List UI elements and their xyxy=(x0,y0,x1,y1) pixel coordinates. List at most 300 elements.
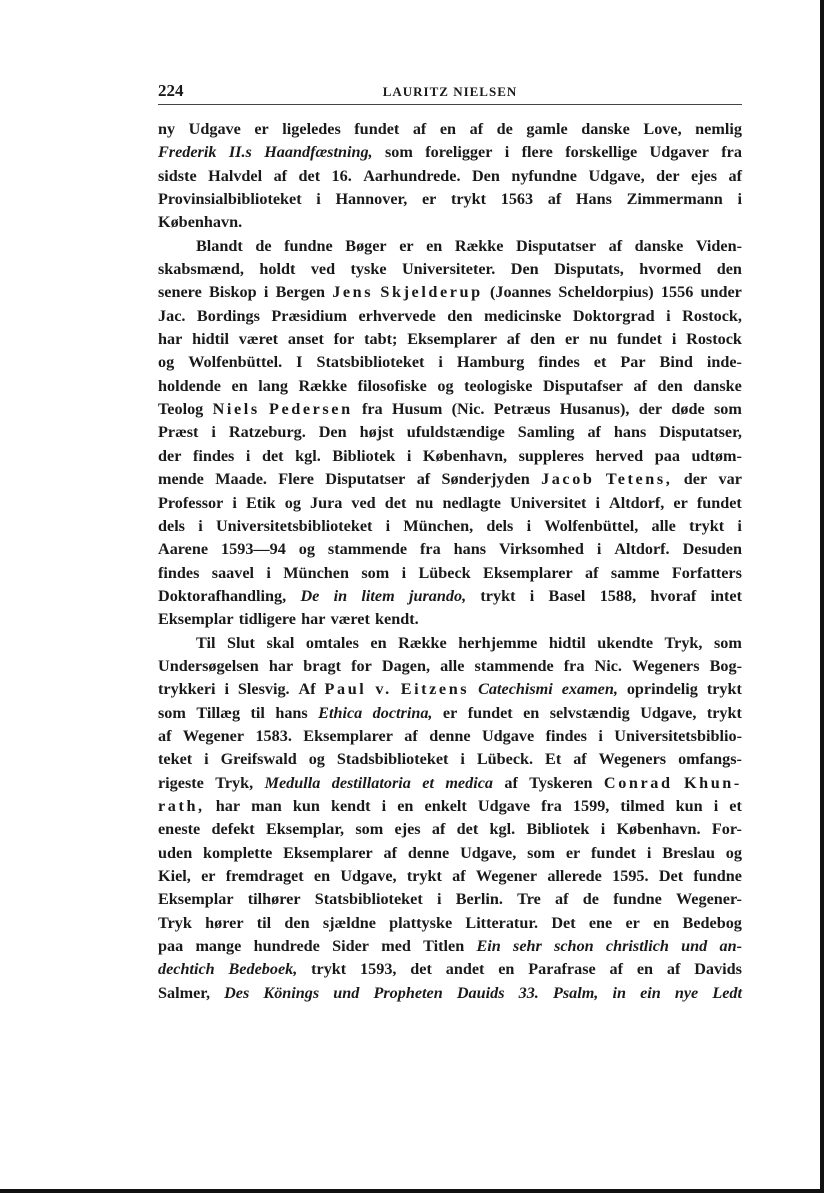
word: Række xyxy=(398,633,447,652)
word: Par xyxy=(620,353,646,372)
word: Wolfenbüttel. xyxy=(188,353,283,372)
word: Eksemplar xyxy=(158,610,234,629)
word: Slesvig. xyxy=(237,680,290,699)
word: af xyxy=(416,470,431,489)
word: af xyxy=(555,890,569,909)
word: af xyxy=(728,166,742,185)
word: som xyxy=(355,820,384,839)
word: i xyxy=(438,353,443,372)
word: hundrede xyxy=(253,937,320,956)
word: skabsmænd, xyxy=(158,260,244,279)
text-line xyxy=(158,702,742,725)
word: i xyxy=(385,516,391,535)
word: Eksemplar, xyxy=(265,820,345,839)
word: Eksemplar xyxy=(158,890,234,909)
text-line xyxy=(158,632,742,655)
word: fundet xyxy=(617,330,662,349)
word: Af xyxy=(298,680,316,699)
word: af xyxy=(666,960,681,979)
running-head: LAURITZ NIELSEN xyxy=(382,84,518,99)
word: Doktorafhandling, xyxy=(158,586,287,605)
word: alle xyxy=(440,656,465,675)
text-line xyxy=(158,492,742,515)
text-line xyxy=(158,562,742,585)
word: sjældne xyxy=(322,913,376,932)
word: herved xyxy=(595,446,644,465)
word: omfangs- xyxy=(678,750,742,769)
word: doctrina, xyxy=(372,703,433,722)
word: en xyxy=(498,960,515,979)
word: der xyxy=(656,166,680,185)
word: der xyxy=(638,400,663,419)
word: af xyxy=(452,867,466,885)
word: ukendte xyxy=(597,633,654,652)
word: hidtil xyxy=(192,330,229,349)
word: fundet xyxy=(591,843,637,862)
word: Jura xyxy=(309,493,343,512)
word: Stadsbiblioteket xyxy=(336,750,449,769)
text-line xyxy=(158,188,742,211)
word: har xyxy=(301,610,326,629)
word: en xyxy=(397,796,414,815)
word: til xyxy=(256,913,272,932)
word: Psalm, xyxy=(552,983,599,1002)
word: i xyxy=(600,820,606,839)
word: Litteratur. xyxy=(465,913,539,932)
word: kendt xyxy=(330,796,371,815)
word: Præst xyxy=(158,423,199,442)
text-line xyxy=(158,235,742,258)
word: Viden- xyxy=(695,236,742,255)
word: Den xyxy=(318,423,347,442)
word: Davids xyxy=(694,960,742,979)
word: trykt xyxy=(406,867,442,885)
word: Statsbiblioteket xyxy=(314,890,423,909)
word: af xyxy=(585,563,599,582)
word: Sønderjyden xyxy=(441,470,530,489)
word: Bibliotek xyxy=(332,446,396,465)
word: Aarhundrede. xyxy=(363,166,461,185)
word: fra xyxy=(420,540,441,559)
word: Husum xyxy=(391,400,443,419)
word: Tetens, xyxy=(605,470,673,489)
word: jurando, xyxy=(408,586,467,605)
word: christlich xyxy=(605,937,669,956)
word: er xyxy=(254,120,269,138)
word: Haandfæstning, xyxy=(264,143,373,162)
word: af xyxy=(547,190,562,209)
word: Dauids xyxy=(456,983,505,1002)
word: Undersøgelsen xyxy=(158,656,259,675)
word: i xyxy=(204,750,209,769)
word: an- xyxy=(719,937,742,956)
word: som xyxy=(714,633,742,652)
word: Til xyxy=(196,633,216,652)
word: kendt. xyxy=(375,610,419,629)
word: Tyskeren xyxy=(529,773,593,792)
word: hvormed xyxy=(639,260,702,279)
word: ny xyxy=(158,120,176,138)
word: teologiske xyxy=(464,376,533,395)
word: Udgaver xyxy=(649,143,709,162)
word: nemlig xyxy=(695,120,742,138)
word: lang xyxy=(258,376,288,395)
word: Hannover, xyxy=(335,190,408,209)
word: Jens xyxy=(332,283,374,302)
word: er xyxy=(442,703,458,722)
word: Tryk, xyxy=(664,633,703,652)
word: defekt xyxy=(211,820,255,839)
word: Greifswald xyxy=(220,750,297,769)
text-line xyxy=(158,725,742,748)
word: holdende xyxy=(158,376,221,395)
word: den xyxy=(529,330,556,349)
word: Dagen, xyxy=(381,656,431,675)
word: senere xyxy=(158,283,202,302)
word: tyske xyxy=(350,260,387,279)
word: 1593, xyxy=(360,960,397,979)
text-line xyxy=(158,468,742,491)
word: trykt xyxy=(706,680,742,699)
word: døde xyxy=(671,400,705,419)
word: i xyxy=(436,890,442,909)
word: den xyxy=(447,306,473,325)
word: De xyxy=(300,586,320,605)
word: som xyxy=(713,400,742,419)
word: Slut xyxy=(227,633,255,652)
word: inde- xyxy=(706,353,742,372)
word: nedlagte xyxy=(442,493,501,512)
word: denne xyxy=(407,843,450,862)
word: med xyxy=(381,937,411,956)
word: har xyxy=(268,656,294,675)
word: har xyxy=(158,330,183,349)
word: var xyxy=(718,470,742,489)
word: foreligger xyxy=(425,143,493,162)
word: et xyxy=(593,353,607,372)
word: destillatoria xyxy=(331,773,411,792)
word: sehr xyxy=(513,937,542,956)
word: af xyxy=(412,120,427,138)
word: ejes xyxy=(690,166,718,185)
word: danske xyxy=(634,236,684,255)
word: fundne xyxy=(284,236,333,255)
word: er xyxy=(625,913,640,932)
word: trykt xyxy=(689,516,725,535)
word: hans xyxy=(275,703,308,722)
word: Rostock xyxy=(686,330,742,349)
word: en xyxy=(653,913,670,932)
word: Salmer, xyxy=(158,983,211,1002)
word: Tryk xyxy=(158,913,192,932)
word: i xyxy=(406,446,412,465)
word: Wegener- xyxy=(676,890,742,909)
word: teket xyxy=(158,750,193,769)
word: hvoraf xyxy=(650,586,697,605)
word: trykt xyxy=(480,586,516,605)
word: Lübeck xyxy=(418,563,471,582)
word: Etik xyxy=(245,493,276,512)
word: v. xyxy=(375,680,392,699)
word: Forfatters xyxy=(671,563,742,582)
word: suppleres xyxy=(518,446,584,465)
word: Ein xyxy=(476,937,501,956)
word: i xyxy=(598,726,603,745)
word: oprindelig xyxy=(626,680,698,699)
word: dels xyxy=(486,516,514,535)
word: i xyxy=(737,190,742,209)
text-line xyxy=(158,772,742,795)
word: af xyxy=(158,726,172,745)
word: ein xyxy=(640,983,661,1002)
word: kgl. xyxy=(489,820,516,839)
word: flere xyxy=(521,143,553,162)
word: Medulla xyxy=(264,773,321,792)
word: Den xyxy=(510,260,539,279)
text-line xyxy=(158,515,742,538)
word: Biskop xyxy=(208,283,257,302)
word: dels xyxy=(158,516,185,535)
word: af xyxy=(608,236,623,255)
text-line xyxy=(158,445,742,468)
word: trykt xyxy=(311,960,347,979)
word: paa xyxy=(654,446,680,465)
word: det xyxy=(456,820,479,839)
word: Eksemplarer xyxy=(407,330,497,349)
word: i xyxy=(381,796,387,815)
text-line xyxy=(158,678,742,701)
text-line xyxy=(158,258,742,281)
word: nu xyxy=(589,330,608,349)
word: og xyxy=(437,376,454,395)
text-line xyxy=(158,912,742,935)
word: af xyxy=(469,120,484,138)
word: Flere xyxy=(278,470,314,489)
word: det xyxy=(261,446,284,465)
word: kun xyxy=(292,796,320,815)
word: en xyxy=(636,960,654,979)
text-line xyxy=(158,608,742,631)
word: Niels xyxy=(212,400,260,419)
page-edge-right xyxy=(820,0,824,1193)
word: et xyxy=(729,796,742,815)
word: for xyxy=(333,330,355,349)
word: München, xyxy=(403,516,474,535)
word: medicinske xyxy=(483,306,562,325)
word: Titlen xyxy=(423,937,465,956)
word: Disputatser, xyxy=(659,423,742,442)
word: anset xyxy=(287,330,324,349)
word: selvstændig xyxy=(549,703,630,722)
word: findes xyxy=(158,563,200,582)
text-line xyxy=(158,328,742,351)
word: den xyxy=(657,376,683,395)
word: kun xyxy=(675,796,703,815)
word: Sider xyxy=(332,937,369,956)
word: gamle xyxy=(526,120,568,138)
word: Professor xyxy=(158,493,224,512)
word: været xyxy=(238,330,279,349)
word: herhjemme xyxy=(458,633,538,652)
word: enkelt xyxy=(424,796,467,815)
word: Samling xyxy=(517,423,575,442)
word: omtales xyxy=(305,633,359,652)
word: ejes xyxy=(394,820,421,839)
text-line xyxy=(158,141,742,164)
word: fundet xyxy=(354,120,400,138)
word: Wegener xyxy=(475,867,538,885)
word: i xyxy=(316,190,321,209)
text-line xyxy=(158,865,742,888)
word: i xyxy=(211,423,216,442)
word: i xyxy=(671,330,677,349)
page-header xyxy=(158,80,742,105)
word: Eksemplarer xyxy=(303,726,393,745)
word: nu xyxy=(415,493,434,512)
word: fra xyxy=(721,143,742,162)
word: af xyxy=(404,726,418,745)
word: af xyxy=(431,820,446,839)
word: et xyxy=(422,773,434,792)
word: København, xyxy=(422,446,508,465)
text-line xyxy=(158,888,742,911)
word: Ledt xyxy=(712,983,742,1002)
word: Disputatser xyxy=(516,236,597,255)
word: af xyxy=(504,773,518,792)
text-line xyxy=(158,398,742,421)
word: af xyxy=(587,423,601,442)
word: Tryk, xyxy=(215,773,254,792)
word: alle xyxy=(651,516,676,535)
word: i xyxy=(529,586,535,605)
text-line xyxy=(158,818,742,841)
word: hører xyxy=(205,913,244,932)
word: Husanus), xyxy=(559,400,630,419)
word: Det xyxy=(658,867,684,885)
word: Et xyxy=(545,750,562,769)
word: Wegeners xyxy=(598,750,667,769)
word: Bergen xyxy=(275,283,326,302)
word: og xyxy=(298,540,315,559)
word: Parafrase xyxy=(528,960,596,979)
word: hans xyxy=(453,540,487,559)
word: Den xyxy=(471,166,500,185)
word: 1595. xyxy=(612,867,649,885)
word: Bind xyxy=(659,353,693,372)
word: i xyxy=(737,516,742,535)
word: det xyxy=(384,493,407,512)
word: er xyxy=(565,330,580,349)
word: af xyxy=(383,843,398,862)
word: eneste xyxy=(158,820,201,839)
word: tabt; xyxy=(364,330,398,349)
word: Frederik xyxy=(158,143,217,162)
word: man xyxy=(251,796,282,815)
word: (Nic. xyxy=(451,400,485,419)
word: dechtich xyxy=(158,960,215,979)
word: Ratzeburg. xyxy=(228,423,306,442)
word: Det xyxy=(551,913,576,932)
word: Hamburg xyxy=(456,353,525,372)
word: som xyxy=(361,563,390,582)
word: Universitetsbiblio- xyxy=(614,726,742,745)
word: som xyxy=(158,703,186,722)
word: Altdorf, xyxy=(609,493,665,512)
word: Altdorf. xyxy=(614,540,670,559)
word: Teolog xyxy=(158,400,204,419)
word: København. xyxy=(158,213,243,232)
word: af xyxy=(273,166,288,185)
word: ufuldstændige xyxy=(406,423,505,442)
word: findes xyxy=(545,726,587,745)
word: som xyxy=(384,143,413,162)
text-line xyxy=(158,421,742,444)
word: Paul xyxy=(324,680,367,699)
word: en xyxy=(523,703,540,722)
text-line xyxy=(158,795,742,818)
word: tilmed xyxy=(620,796,665,815)
word: in xyxy=(333,586,348,605)
word: Bedeboek, xyxy=(228,960,298,979)
word: en xyxy=(439,120,457,138)
word: nyfundne xyxy=(511,166,577,185)
word: examen, xyxy=(561,680,618,699)
word: rath, xyxy=(158,796,205,815)
word: findes xyxy=(192,446,235,465)
word: Eitzens xyxy=(400,680,470,699)
word: fremdraget xyxy=(225,867,304,885)
page-number: 224 xyxy=(158,81,184,100)
word: Bibliotek xyxy=(526,820,590,839)
word: plattyske xyxy=(389,913,453,932)
word: for xyxy=(351,656,372,675)
word: en xyxy=(426,236,443,255)
word: Desuden xyxy=(682,540,742,559)
word: af xyxy=(573,750,587,769)
word: danske xyxy=(693,376,742,395)
word: und xyxy=(681,937,708,956)
word: II.s xyxy=(228,143,252,162)
word: Wegener xyxy=(182,726,245,745)
word: Udgave xyxy=(477,796,531,815)
word: Petræus xyxy=(493,400,551,419)
word: mange xyxy=(195,937,242,956)
word: ene xyxy=(588,913,613,932)
word: og xyxy=(725,843,742,862)
word: er xyxy=(201,867,216,885)
word: uden xyxy=(158,843,193,862)
word: Blandt xyxy=(196,236,243,255)
word: en xyxy=(231,376,248,395)
word: Love, xyxy=(643,120,682,138)
word: Udgave, xyxy=(460,843,517,862)
word: i xyxy=(504,143,510,162)
word: fra xyxy=(541,796,562,815)
word: Halvdel xyxy=(208,166,263,185)
word: af xyxy=(609,960,624,979)
word: Statsbiblioteket xyxy=(316,353,425,372)
word: og xyxy=(284,493,301,512)
word: Hans xyxy=(575,190,612,209)
word: fra xyxy=(361,400,383,419)
word: Bedebog xyxy=(682,913,742,932)
word: de xyxy=(582,890,599,909)
word: forskellige xyxy=(565,143,638,162)
word: Basel xyxy=(548,586,586,605)
word: fra xyxy=(563,656,585,675)
word: fundne xyxy=(613,890,662,909)
word: Maade. xyxy=(215,470,267,489)
